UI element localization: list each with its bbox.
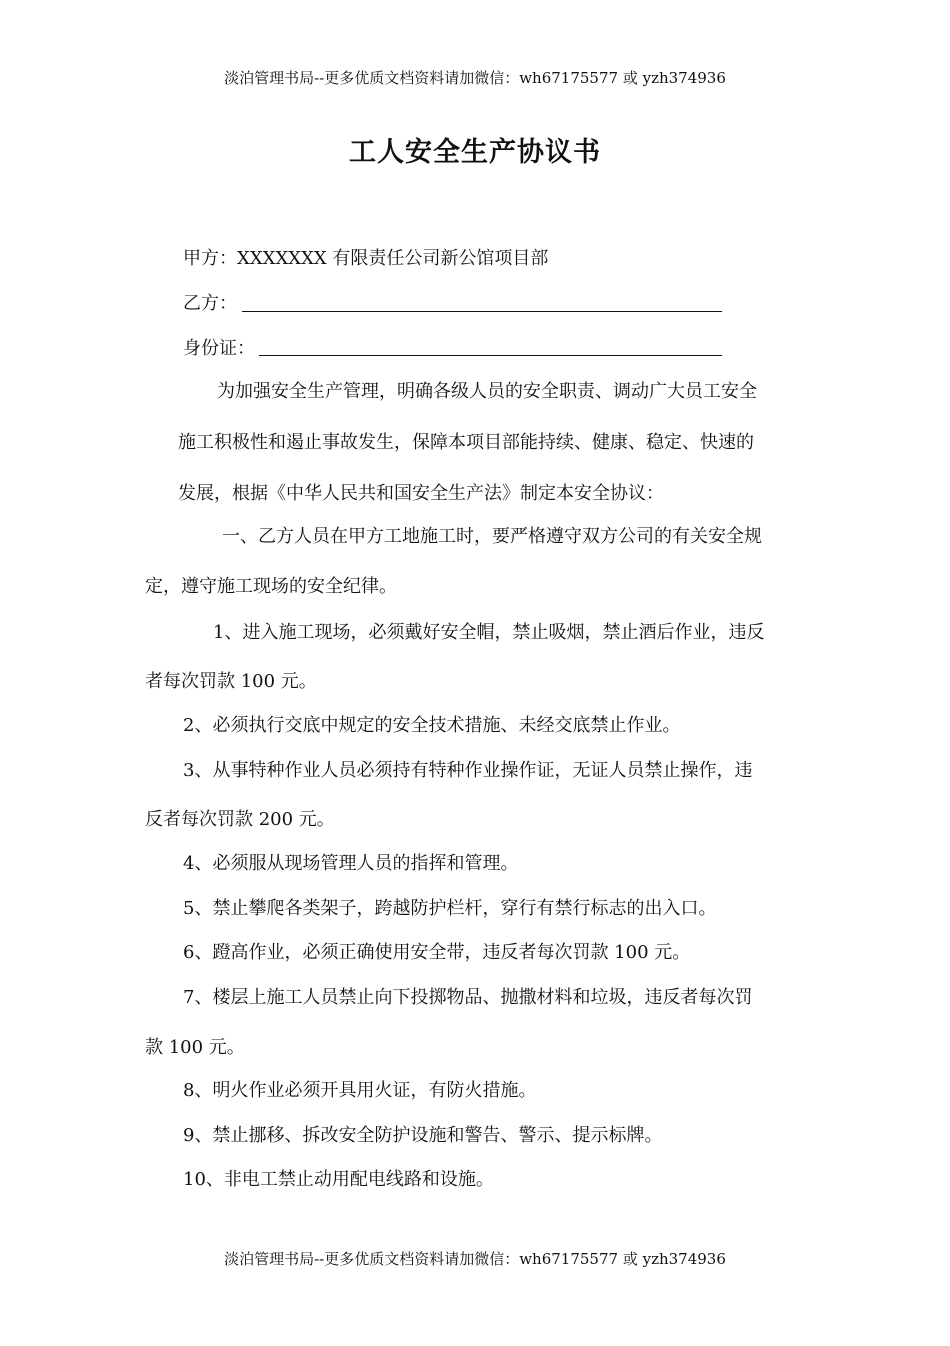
party-b-label: 乙方：	[183, 293, 237, 314]
section-one-line: 一、乙方人员在甲方工地施工时，要严格遵守双方公司的有关安全规	[222, 526, 762, 547]
id-card-label: 身份证：	[183, 338, 255, 359]
document-title: 工人安全生产协议书	[349, 137, 601, 168]
rule-6: 6、蹬高作业，必须正确使用安全带，违反者每次罚款 100 元。	[183, 942, 691, 963]
rule-1-line: 1、进入施工现场，必须戴好安全帽，禁止吸烟，禁止酒后作业，违反	[213, 622, 765, 643]
page-header: 淡泊管理书局--更多优质文档资料请加微信：wh67175577 或 yzh374936	[224, 69, 726, 87]
section-one-line: 定，遵守施工现场的安全纪律。	[145, 576, 397, 597]
rule-4: 4、必须服从现场管理人员的指挥和管理。	[183, 853, 519, 874]
intro-paragraph-line: 施工积极性和遏止事故发生，保障本项目部能持续、健康、稳定、快速的	[178, 432, 754, 453]
party-b-blank-line[interactable]	[242, 311, 722, 312]
party-a-line: 甲方：XXXXXXX 有限责任公司新公馆项目部	[183, 248, 549, 269]
rule-1-line: 者每次罚款 100 元。	[145, 671, 317, 692]
rule-5: 5、禁止攀爬各类架子，跨越防护栏杆，穿行有禁行标志的出入口。	[183, 898, 717, 919]
id-card-blank-line[interactable]	[259, 355, 722, 356]
intro-paragraph-line: 为加强安全生产管理，明确各级人员的安全职责、调动广大员工安全	[217, 381, 757, 402]
rule-7-line: 款 100 元。	[145, 1037, 245, 1058]
rule-7-line: 7、楼层上施工人员禁止向下投掷物品、抛撒材料和垃圾，违反者每次罚	[183, 987, 753, 1008]
rule-8: 8、明火作业必须开具用火证，有防火措施。	[183, 1080, 537, 1101]
rule-3-line: 3、从事特种作业人员必须持有特种作业操作证，无证人员禁止操作，违	[183, 760, 753, 781]
rule-3-line: 反者每次罚款 200 元。	[145, 809, 335, 830]
intro-paragraph-line: 发展，根据《中华人民共和国安全生产法》制定本安全协议：	[178, 483, 664, 504]
page-footer: 淡泊管理书局--更多优质文档资料请加微信：wh67175577 或 yzh374936	[224, 1250, 726, 1268]
rule-2: 2、必须执行交底中规定的安全技术措施、未经交底禁止作业。	[183, 715, 681, 736]
rule-9: 9、禁止挪移、拆改安全防护设施和警告、警示、提示标牌。	[183, 1125, 663, 1146]
rule-10: 10、非电工禁止动用配电线路和设施。	[183, 1169, 494, 1190]
